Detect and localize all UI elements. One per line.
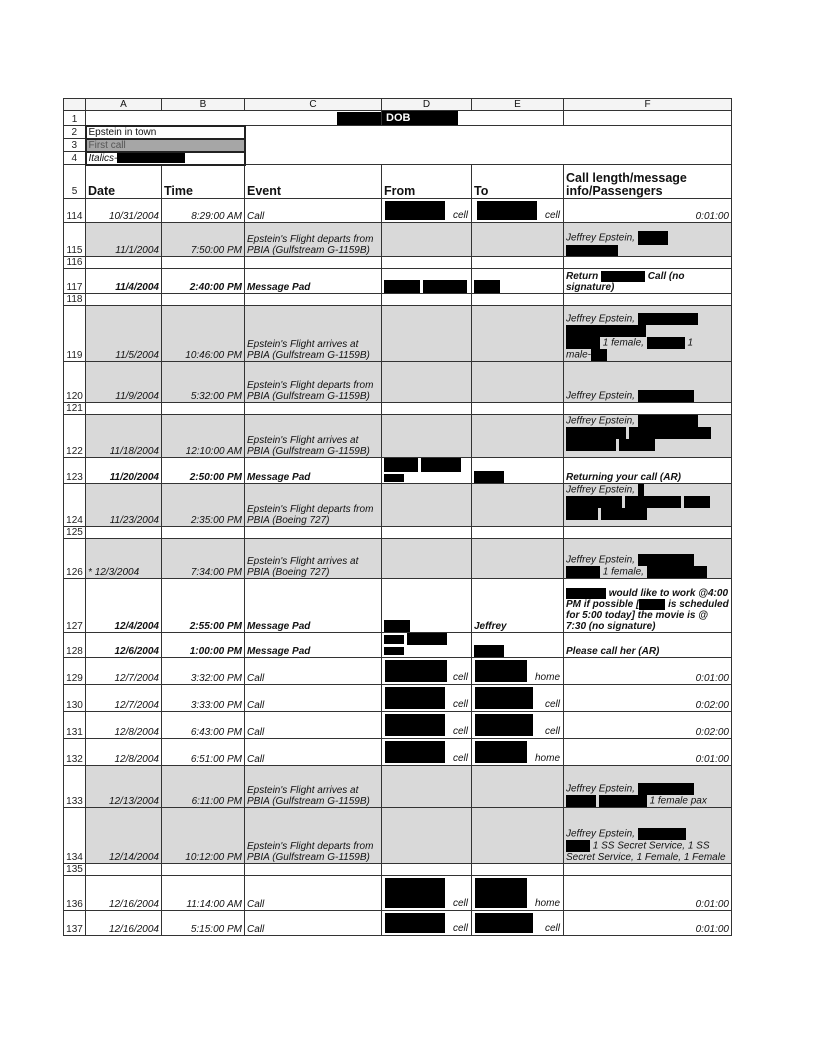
row-number: 129 bbox=[64, 658, 86, 685]
row-number: 115 bbox=[64, 223, 86, 257]
time-cell: 1:00:00 PM bbox=[162, 633, 245, 658]
info-cell: 0:01:00 bbox=[564, 199, 732, 223]
redaction bbox=[566, 325, 646, 337]
info-cell: 0:02:00 bbox=[564, 712, 732, 739]
info-cell: Returning your call (AR) bbox=[564, 458, 732, 484]
legend-first-call: First call bbox=[86, 139, 245, 152]
row-number: 133 bbox=[64, 766, 86, 808]
date-cell: 12/16/2004 bbox=[86, 876, 162, 911]
row-number: 130 bbox=[64, 685, 86, 712]
row-number: 135 bbox=[64, 864, 86, 876]
event-cell: Epstein's Flight departs from PBIA (Gulfstream G-1159B) bbox=[245, 362, 382, 403]
redaction bbox=[638, 415, 698, 427]
row-number: 118 bbox=[64, 294, 86, 306]
date-cell: 11/9/2004 bbox=[86, 362, 162, 403]
date-cell: 11/4/2004 bbox=[86, 269, 162, 294]
redaction bbox=[475, 660, 527, 682]
table-row bbox=[64, 739, 732, 766]
redaction bbox=[566, 566, 600, 578]
info-cell: 0:01:00 bbox=[564, 876, 732, 911]
spreadsheet bbox=[63, 98, 732, 936]
row-number: 114 bbox=[64, 199, 86, 223]
table-row bbox=[64, 257, 732, 269]
to-cell: home bbox=[534, 753, 560, 765]
row-number: 4 bbox=[64, 152, 86, 165]
redaction bbox=[385, 878, 445, 908]
event-cell: Epstein's Flight departs from PBIA (Gulfstream G-1159B) bbox=[245, 223, 382, 257]
legend-epstein-in-town: Epstein in town bbox=[86, 126, 245, 139]
event-cell: Call bbox=[245, 712, 382, 739]
row-number: 117 bbox=[64, 269, 86, 294]
event-cell: Call bbox=[245, 876, 382, 911]
row-number: 124 bbox=[64, 484, 86, 527]
redaction bbox=[601, 271, 645, 282]
date-cell: 12/8/2004 bbox=[86, 712, 162, 739]
from-cell: cell bbox=[452, 923, 468, 935]
table-row bbox=[64, 415, 732, 458]
time-cell: 3:33:00 PM bbox=[162, 685, 245, 712]
to-cell: home bbox=[534, 672, 560, 684]
from-cell: cell bbox=[452, 210, 468, 222]
time-cell: 2:40:00 PM bbox=[162, 269, 245, 294]
redaction bbox=[384, 647, 404, 655]
header-info: Call length/message info/Passengers bbox=[564, 165, 732, 199]
date-cell: 11/20/2004 bbox=[86, 458, 162, 484]
redaction bbox=[566, 795, 596, 807]
time-cell: 5:15:00 PM bbox=[162, 911, 245, 936]
column-header: E bbox=[472, 99, 564, 111]
row-number: 120 bbox=[64, 362, 86, 403]
event-cell: Message Pad bbox=[245, 579, 382, 633]
info-cell: Jeffrey Epstein, bbox=[566, 784, 635, 795]
from-cell: cell bbox=[452, 672, 468, 684]
redaction bbox=[385, 660, 447, 682]
time-cell: 10:12:00 PM bbox=[162, 808, 245, 864]
row-number: 132 bbox=[64, 739, 86, 766]
table-row bbox=[64, 484, 732, 527]
table-row bbox=[64, 579, 732, 633]
header-row bbox=[64, 165, 732, 199]
to-cell: cell bbox=[544, 699, 560, 711]
time-cell: 5:32:00 PM bbox=[162, 362, 245, 403]
date-cell: 12/16/2004 bbox=[86, 911, 162, 936]
event-cell: Message Pad bbox=[245, 633, 382, 658]
column-header: A bbox=[86, 99, 162, 111]
column-header: D bbox=[382, 99, 472, 111]
date-cell: 10/31/2004 bbox=[86, 199, 162, 223]
corner-cell bbox=[64, 99, 86, 111]
to-cell: home bbox=[534, 898, 560, 910]
date-cell: 12/14/2004 bbox=[86, 808, 162, 864]
date-cell: 12/7/2004 bbox=[86, 685, 162, 712]
time-cell: 7:34:00 PM bbox=[162, 539, 245, 579]
info-cell: 1 bbox=[687, 338, 694, 349]
date-cell: 11/5/2004 bbox=[86, 306, 162, 362]
redaction bbox=[414, 111, 458, 125]
info-cell: male- bbox=[566, 350, 592, 361]
info-cell: 0:02:00 bbox=[564, 685, 732, 712]
time-cell: 10:46:00 PM bbox=[162, 306, 245, 362]
event-cell: Epstein's Flight arrives at PBIA (Boeing 727) bbox=[245, 539, 382, 579]
time-cell: 7:50:00 PM bbox=[162, 223, 245, 257]
header-from: From bbox=[382, 165, 472, 199]
event-cell: Call bbox=[245, 199, 382, 223]
time-cell: 2:50:00 PM bbox=[162, 458, 245, 484]
info-cell: 0:01:00 bbox=[564, 911, 732, 936]
redaction bbox=[474, 645, 504, 657]
redaction bbox=[421, 458, 461, 472]
redaction bbox=[384, 458, 418, 472]
row-number: 3 bbox=[64, 139, 86, 152]
redaction bbox=[385, 913, 445, 933]
from-cell: cell bbox=[452, 898, 468, 910]
row-number: 134 bbox=[64, 808, 86, 864]
info-cell: Jeffrey Epstein, bbox=[566, 391, 635, 402]
redaction bbox=[638, 313, 698, 325]
column-header: B bbox=[162, 99, 245, 111]
table-row bbox=[64, 199, 732, 223]
info-cell: 1 female, bbox=[602, 567, 644, 578]
redaction bbox=[638, 390, 694, 402]
info-cell: is scheduled for 5:00 today] the movie is @ 7:30 (no signature) bbox=[566, 599, 729, 633]
from-cell: cell bbox=[452, 726, 468, 738]
redaction bbox=[566, 588, 606, 599]
header-time: Time bbox=[162, 165, 245, 199]
time-cell: 2:55:00 PM bbox=[162, 579, 245, 633]
redaction bbox=[638, 554, 694, 566]
event-cell: Epstein's Flight departs from PBIA (Boeing 727) bbox=[245, 484, 382, 527]
info-cell: 0:01:00 bbox=[564, 658, 732, 685]
event-cell: Epstein's Flight arrives at PBIA (Gulfstream G-1159B) bbox=[245, 766, 382, 808]
info-cell: Jeffrey Epstein, bbox=[566, 829, 635, 840]
redaction bbox=[566, 508, 598, 520]
redaction bbox=[337, 112, 381, 125]
date-cell: 12/7/2004 bbox=[86, 658, 162, 685]
redaction bbox=[625, 496, 681, 508]
table-row bbox=[64, 864, 732, 876]
redaction bbox=[566, 840, 590, 852]
redaction bbox=[647, 337, 685, 349]
info-cell: would like to work @4:00 PM if possible [ bbox=[566, 588, 728, 611]
table-row bbox=[64, 306, 732, 362]
date-cell: 11/18/2004 bbox=[86, 415, 162, 458]
redaction bbox=[117, 153, 185, 163]
row-number: 122 bbox=[64, 415, 86, 458]
info-cell: 0:01:00 bbox=[564, 739, 732, 766]
time-cell: 12:10:00 AM bbox=[162, 415, 245, 458]
table-row bbox=[64, 527, 732, 539]
redaction bbox=[638, 828, 686, 840]
table-row bbox=[64, 223, 732, 257]
info-cell: Please call her (AR) bbox=[564, 633, 732, 658]
table-row bbox=[64, 539, 732, 579]
event-cell: Call bbox=[245, 911, 382, 936]
table-row bbox=[64, 294, 732, 306]
table-row bbox=[64, 126, 732, 139]
to-cell: cell bbox=[544, 726, 560, 738]
event-cell: Epstein's Flight departs from PBIA (Gulfstream G-1159B) bbox=[245, 808, 382, 864]
redaction bbox=[647, 566, 707, 578]
redaction bbox=[385, 201, 445, 220]
info-cell: Jeffrey Epstein, bbox=[566, 416, 635, 427]
info-cell: Jeffrey Epstein, bbox=[566, 314, 635, 325]
info-cell: Jeffrey Epstein, bbox=[566, 232, 635, 244]
time-cell: 3:32:00 PM bbox=[162, 658, 245, 685]
table-row bbox=[64, 911, 732, 936]
redaction bbox=[475, 741, 527, 763]
row-number: 127 bbox=[64, 579, 86, 633]
redaction bbox=[423, 280, 467, 293]
table-row bbox=[64, 269, 732, 294]
header-date: Date bbox=[86, 165, 162, 199]
info-cell: 1 SS Secret Service, 1 SS Secret Service, 1 Female, 1 Female bbox=[566, 841, 726, 864]
date-cell: 12/8/2004 bbox=[86, 739, 162, 766]
table-row bbox=[64, 808, 732, 864]
date-cell: 12/6/2004 bbox=[86, 633, 162, 658]
redaction bbox=[566, 337, 600, 349]
info-cell: 1 female pax bbox=[649, 796, 707, 807]
redaction bbox=[619, 439, 655, 451]
redaction bbox=[477, 201, 537, 220]
event-cell: Call bbox=[245, 739, 382, 766]
row-number: 126 bbox=[64, 539, 86, 579]
from-cell: cell bbox=[452, 753, 468, 765]
redaction bbox=[385, 741, 445, 763]
info-cell: Call (no signature) bbox=[566, 271, 685, 294]
event-cell: Message Pad bbox=[245, 458, 382, 484]
column-header: F bbox=[564, 99, 732, 111]
redaction bbox=[599, 795, 647, 807]
redaction bbox=[474, 471, 504, 483]
event-cell: Epstein's Flight arrives at PBIA (Gulfstream G-1159B) bbox=[245, 306, 382, 362]
redaction bbox=[385, 687, 445, 709]
date-cell: 12/13/2004 bbox=[86, 766, 162, 808]
to-cell: cell bbox=[544, 210, 560, 222]
column-header: C bbox=[245, 99, 382, 111]
redaction bbox=[638, 231, 668, 245]
row-number: 137 bbox=[64, 911, 86, 936]
redaction bbox=[407, 633, 447, 645]
redaction bbox=[639, 599, 665, 610]
table-row bbox=[64, 658, 732, 685]
redaction bbox=[384, 280, 420, 293]
time-cell: 6:43:00 PM bbox=[162, 712, 245, 739]
row-number: 5 bbox=[64, 165, 86, 199]
redaction bbox=[601, 508, 647, 520]
legend-italics: Italics- bbox=[88, 152, 118, 164]
dob-label: DOB bbox=[382, 111, 414, 125]
redaction bbox=[474, 280, 500, 293]
row-number: 136 bbox=[64, 876, 86, 911]
redaction bbox=[638, 484, 644, 496]
row-number: 1 bbox=[64, 111, 86, 126]
info-cell: Return bbox=[566, 271, 599, 283]
redaction bbox=[475, 714, 533, 736]
redaction bbox=[475, 878, 527, 908]
row-number: 123 bbox=[64, 458, 86, 484]
header-event: Event bbox=[245, 165, 382, 199]
event-cell: Message Pad bbox=[245, 269, 382, 294]
table-row bbox=[64, 362, 732, 403]
redaction bbox=[591, 349, 607, 361]
row-number: 131 bbox=[64, 712, 86, 739]
row-number: 125 bbox=[64, 527, 86, 539]
time-cell: 8:29:00 AM bbox=[162, 199, 245, 223]
table-row bbox=[64, 685, 732, 712]
table-row bbox=[64, 766, 732, 808]
row-number: 2 bbox=[64, 126, 86, 139]
date-cell: 11/23/2004 bbox=[86, 484, 162, 527]
event-cell: Call bbox=[245, 658, 382, 685]
table-row bbox=[64, 633, 732, 658]
table-row bbox=[64, 111, 732, 126]
event-cell: Epstein's Flight arrives at PBIA (Gulfstream G-1159B) bbox=[245, 415, 382, 458]
redaction bbox=[638, 783, 694, 795]
row-number: 128 bbox=[64, 633, 86, 658]
to-cell: Jeffrey bbox=[472, 579, 564, 633]
redaction bbox=[384, 474, 404, 482]
redaction bbox=[684, 496, 710, 508]
redaction bbox=[385, 714, 445, 736]
date-cell: 12/3/2004 bbox=[94, 567, 140, 579]
redaction bbox=[384, 635, 404, 644]
event-cell: Call bbox=[245, 685, 382, 712]
from-cell: cell bbox=[452, 699, 468, 711]
table-row bbox=[64, 403, 732, 415]
info-cell: Jeffrey Epstein, bbox=[566, 555, 635, 566]
redaction bbox=[566, 245, 618, 256]
time-cell: 6:51:00 PM bbox=[162, 739, 245, 766]
time-cell: 11:14:00 AM bbox=[162, 876, 245, 911]
to-cell: cell bbox=[544, 923, 560, 935]
info-cell: Jeffrey Epstein, bbox=[566, 485, 635, 496]
redaction bbox=[629, 427, 711, 439]
row-number: 116 bbox=[64, 257, 86, 269]
row-number: 121 bbox=[64, 403, 86, 415]
redaction bbox=[566, 427, 626, 439]
table-row bbox=[64, 876, 732, 911]
redaction bbox=[566, 496, 622, 508]
redaction bbox=[566, 439, 616, 451]
redaction bbox=[475, 913, 533, 933]
info-cell: 1 female, bbox=[602, 338, 644, 349]
asterisk-marker: * bbox=[88, 567, 92, 579]
table-row bbox=[64, 458, 732, 484]
column-header-row bbox=[64, 99, 732, 111]
table-row bbox=[64, 712, 732, 739]
redaction bbox=[475, 687, 533, 709]
row-number: 119 bbox=[64, 306, 86, 362]
header-to: To bbox=[472, 165, 564, 199]
redaction bbox=[384, 620, 410, 632]
time-cell: 6:11:00 PM bbox=[162, 766, 245, 808]
date-cell: 11/1/2004 bbox=[86, 223, 162, 257]
time-cell: 2:35:00 PM bbox=[162, 484, 245, 527]
date-cell: 12/4/2004 bbox=[86, 579, 162, 633]
